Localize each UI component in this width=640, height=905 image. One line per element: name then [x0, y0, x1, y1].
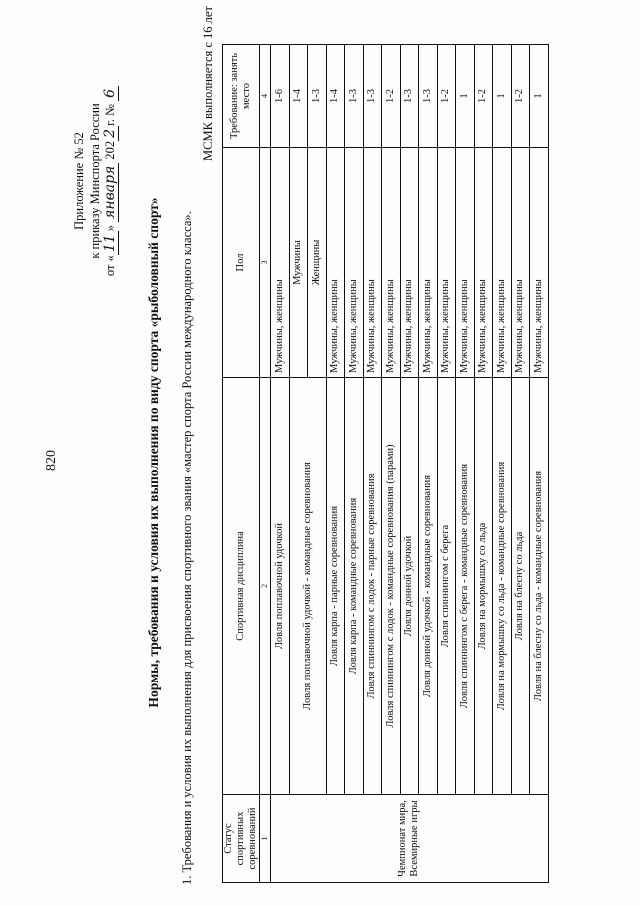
header-sex: Пол [223, 148, 260, 378]
table-row [474, 45, 493, 883]
sex-cell: Мужчины, женщины [511, 148, 530, 378]
sex-cell: Мужчины, женщины [493, 148, 512, 378]
handwritten-day: 11 [102, 231, 119, 255]
sex-cell: Мужчины, женщины [382, 148, 401, 378]
appendix-block [72, 35, 119, 327]
discipline-cell: Ловля донной удочкой [400, 378, 419, 795]
table-row [511, 45, 530, 883]
sex-cell: Мужчины, женщины [271, 148, 290, 378]
norms-table [222, 44, 549, 883]
discipline-cell: Ловля спиннингом с берега [437, 378, 456, 795]
sex-cell: Мужчины, женщины [419, 148, 438, 378]
requirement-cell: 1-2 [437, 45, 456, 148]
handwritten-month: января [102, 163, 119, 222]
column-number-row [260, 45, 271, 883]
requirement-cell: 1 [530, 45, 549, 148]
discipline-cell: Ловля спиннингом с берега - командные соревнования [456, 378, 475, 795]
discipline-cell: Ловля на мормышку со льда - командные соревнования [493, 378, 512, 795]
discipline-cell: Ловля донной удочкой - командные соревнования [419, 378, 438, 795]
discipline-cell: Ловля карпа - командные соревнования [345, 378, 364, 795]
document-title: Нормы, требования и условия их выполнения по виду спорта «рыболовный спорт» [146, 197, 161, 708]
sex-cell: Мужчины [289, 148, 308, 378]
requirement-cell: 1-3 [419, 45, 438, 148]
table-row [289, 45, 308, 883]
handwritten-order-number: 6 [102, 86, 119, 101]
requirement-cell: 1 [493, 45, 512, 148]
discipline-cell: Ловля на блесну со льда - командные соревнования [530, 378, 549, 795]
table-header-row [223, 45, 260, 883]
header-requirement: Требование: занять место [223, 45, 260, 148]
sex-cell: Мужчины, женщины [437, 148, 456, 378]
requirement-cell: 1-4 [289, 45, 308, 148]
year-suffix: г. № [103, 104, 117, 126]
requirement-cell: 1-2 [511, 45, 530, 148]
requirement-cell: 1-2 [474, 45, 493, 148]
page-number: 820 [44, 450, 59, 471]
table-row [456, 45, 475, 883]
table-row [271, 45, 290, 883]
header-status: Статус спортивных соревнований [223, 795, 260, 883]
requirement-cell: 1-3 [363, 45, 382, 148]
column-number: 2 [260, 378, 271, 795]
sex-cell: Мужчины, женщины [530, 148, 549, 378]
discipline-cell: Ловля поплавочной удочкой - командные соревнования [289, 378, 326, 795]
sex-cell: Мужчины, женщины [363, 148, 382, 378]
header-discipline: Спортивная дисциплина [223, 378, 260, 795]
sex-cell: Женщины [308, 148, 327, 378]
sex-cell: Мужчины, женщины [400, 148, 419, 378]
requirement-cell: 1-3 [345, 45, 364, 148]
discipline-cell: Ловля спиннингом с лодок - командные соревнования (парами) [382, 378, 401, 795]
age-requirement-note: МСМК выполняется с 16 лет [201, 6, 215, 161]
year-prefix: 202 [103, 140, 117, 160]
discipline-cell: Ловля спиннингом с лодок - парные соревнования [363, 378, 382, 795]
table-row [345, 45, 364, 883]
requirement-cell: 1-3 [400, 45, 419, 148]
appendix-date-line [103, 35, 119, 327]
requirement-cell: 1-4 [326, 45, 345, 148]
sex-cell: Мужчины, женщины [474, 148, 493, 378]
section-heading: 1. Требования и условия их выполнения для присвоения спортивного звания «мастер спорта России международного класса». [180, 211, 194, 885]
date-prefix: от « [103, 255, 117, 277]
appendix-title: Приложение № 52 [72, 132, 86, 230]
table-row [493, 45, 512, 883]
discipline-cell: Ловля на блесну со льда [511, 378, 530, 795]
discipline-cell: Ловля на мормышку со льда [474, 378, 493, 795]
column-number: 4 [260, 45, 271, 148]
table-row [382, 45, 401, 883]
table-row [419, 45, 438, 883]
requirement-cell: 1 [456, 45, 475, 148]
date-mid: » [103, 225, 117, 232]
discipline-cell: Ловля карпа - парные соревнования [326, 378, 345, 795]
competition-status-cell: Чемпионат мира, Всемирные игры [271, 795, 549, 883]
table-row [326, 45, 345, 883]
requirement-cell: 1-2 [382, 45, 401, 148]
handwritten-year-digit: 2 [102, 126, 119, 141]
table-row [363, 45, 382, 883]
sex-cell: Мужчины, женщины [345, 148, 364, 378]
table-row [437, 45, 456, 883]
column-number: 1 [260, 795, 271, 883]
requirement-cell: 1-6 [271, 45, 290, 148]
table-row [530, 45, 549, 883]
sex-cell: Мужчины, женщины [456, 148, 475, 378]
discipline-cell: Ловля поплавочной удочкой [271, 378, 290, 795]
table-row [400, 45, 419, 883]
appendix-order-ref: к приказу Минспорта России [87, 103, 102, 259]
sex-cell: Мужчины, женщины [326, 148, 345, 378]
requirement-cell: 1-3 [308, 45, 327, 148]
column-number: 3 [260, 148, 271, 378]
